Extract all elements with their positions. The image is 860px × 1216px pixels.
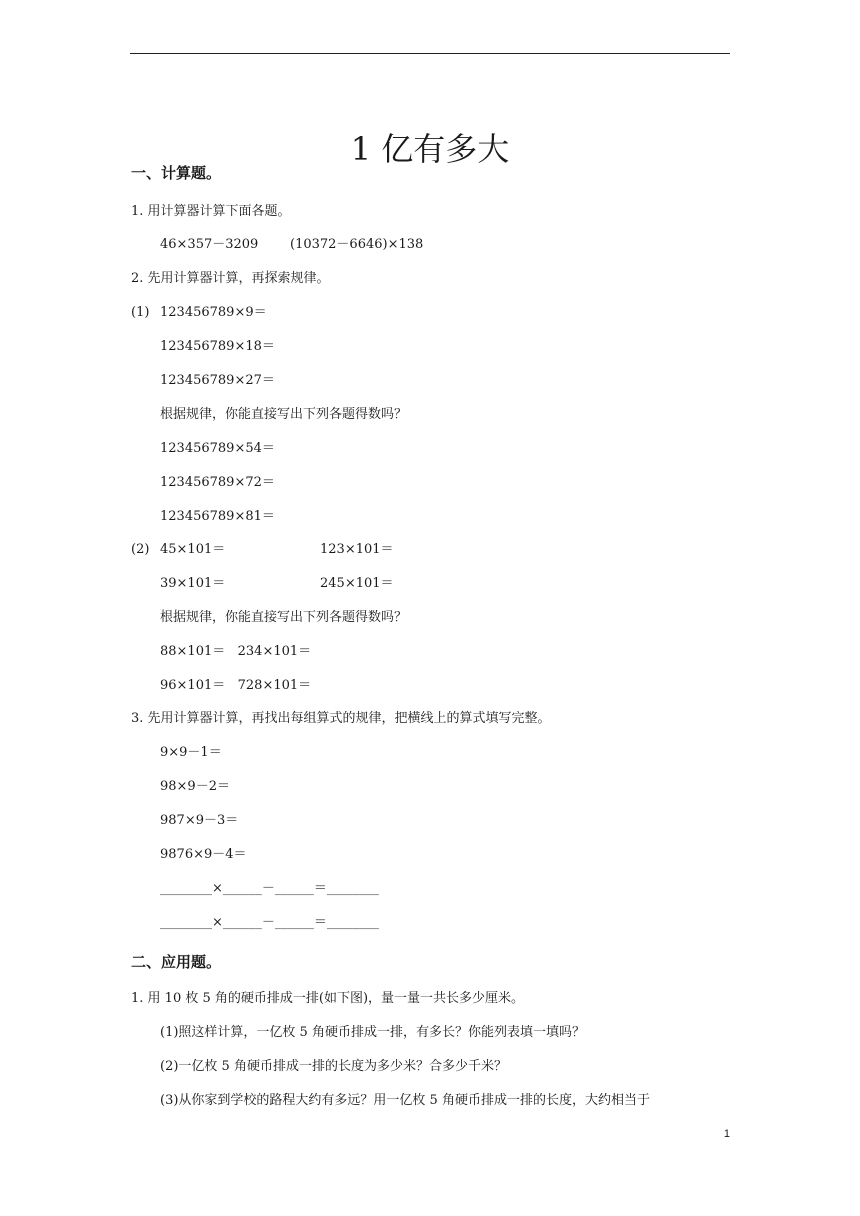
pattern-line: 123456789×27＝	[160, 373, 275, 388]
section-heading-calculation: 一、计算题。	[131, 164, 222, 182]
pattern-line: 45×101＝	[160, 542, 226, 557]
pattern-line: 987×9－3＝	[160, 813, 239, 828]
sub-question-1: (1)照这样计算，一亿枚 5 角硬币排成一排，有多长？你能列表填一填吗？	[160, 1025, 585, 1040]
section-heading-application: 二、应用题。	[131, 953, 222, 971]
pattern-prompt: 根据规律，你能直接写出下列各题得数吗？	[160, 610, 408, 625]
pattern-line: 96×101＝ 728×101＝	[160, 678, 312, 693]
pattern-line: 123456789×81＝	[160, 509, 275, 524]
fill-blank-line: ________×______－______＝________	[160, 881, 379, 896]
sub-question-3: (3)从你家到学校的路程大约有多远？用一亿枚 5 角硬币排成一排的长度，大约相当于	[160, 1093, 650, 1108]
pattern-line: 98×9－2＝	[160, 779, 230, 794]
pattern-line: 9×9－1＝	[160, 745, 222, 760]
question-3-label: 3. 先用计算器计算，再找出每组算式的规律，把横线上的算式填写完整。	[131, 711, 551, 726]
pattern-line: 123456789×54＝	[160, 441, 275, 456]
pattern-line: 123456789×9＝	[160, 305, 267, 320]
application-question-1: 1. 用 10 枚 5 角的硬币排成一排(如下图)，量一量一共长多少厘米。	[131, 991, 525, 1006]
header-rule	[130, 53, 730, 54]
part-2-marker: (2)	[131, 542, 150, 557]
expression-1a: 46×357－3209	[160, 237, 259, 252]
pattern-line: 9876×9－4＝	[160, 847, 247, 862]
part-1-marker: (1)	[131, 305, 150, 320]
page-number: 1	[723, 1128, 730, 1140]
pattern-line: 123456789×72＝	[160, 475, 275, 490]
pattern-line: 123×101＝	[320, 542, 394, 557]
sub-question-2: (2)一亿枚 5 角硬币排成一排的长度为多少米？合多少千米？	[160, 1059, 507, 1074]
page-title: 1 亿有多大	[350, 130, 510, 169]
pattern-line: 245×101＝	[320, 576, 394, 591]
question-1-label: 1. 用计算器计算下面各题。	[131, 204, 291, 219]
pattern-line: 88×101＝ 234×101＝	[160, 644, 312, 659]
pattern-line: 123456789×18＝	[160, 339, 275, 354]
fill-blank-line: ________×______－______＝________	[160, 915, 379, 930]
pattern-line: 39×101＝	[160, 576, 226, 591]
expression-1b: (10372－6646)×138	[290, 237, 424, 252]
question-2-label: 2. 先用计算器计算，再探索规律。	[131, 271, 330, 286]
pattern-prompt: 根据规律，你能直接写出下列各题得数吗？	[160, 407, 408, 422]
